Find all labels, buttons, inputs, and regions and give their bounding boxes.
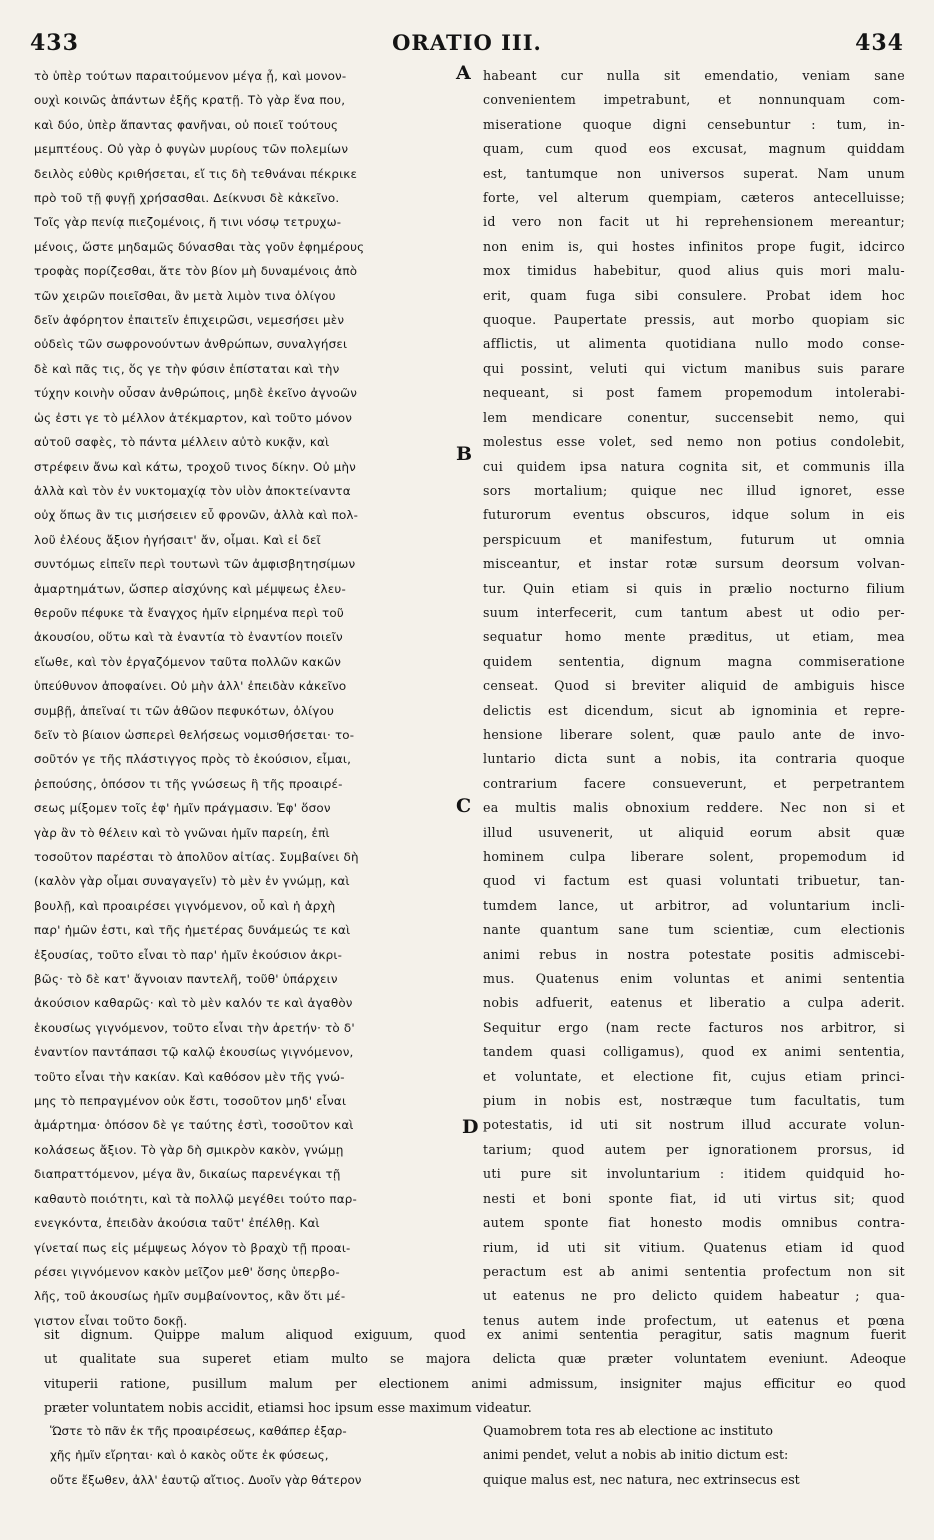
fullwidth-text-line: sit dignum. Quippe malum aliquod exiguum, quod ex animi sententia peragitur, satis magnum fuerit (44, 1327, 906, 1342)
greek-text-line: οὐδεὶς τῶν σωφρονούντων ἀνθρώπων, συναλγήσει (34, 337, 348, 352)
latin-text-line: quique malus est, nec natura, nec extrinsecus est (483, 1471, 800, 1487)
latin-text-line: pium in nobis est, nostræque tum facultatis, tum (483, 1093, 905, 1109)
latin-text-line: suum interfecerit, cum tantum abest ut odio per- (483, 604, 905, 620)
greek-text-line: συντόμως εἰπεῖν περὶ τουτωνὶ τῶν ἀμφισβητησίμων (34, 557, 356, 572)
greek-text-line: γὰρ ἂν τὸ θέλειν καὶ τὸ γνῶναι ἡμῖν παρείη, ἐπὶ (34, 825, 330, 840)
greek-text-column (34, 64, 452, 1333)
latin-text-line: tur. Quin etiam si quis in prælio nocturno filium (483, 580, 905, 596)
latin-text-line: Quamobrem tota res ab electione ac instituto (483, 1423, 773, 1438)
latin-text-line: quod vi factum est quasi voluntati tribuetur, tan- (483, 873, 905, 889)
latin-text-line: id vero non facit ut hi reprehensionem mereantur; (483, 214, 905, 230)
latin-text-column (483, 64, 905, 1333)
latin-text-line: potestatis, id uti sit nostrum illud accurate volun- (483, 1117, 905, 1133)
greek-text-line: ουχὶ κοινῶς ἁπάντων ἐξῆς κρατῇ. Τὸ γὰρ ἕνα που, (34, 93, 346, 108)
greek-text-line: ἁμαρτημάτων, ὥσπερ αἰσχύνης καὶ μέμψεως ἐλευ- (34, 581, 346, 596)
greek-text-line: ἐναντίον παντάπασι τῷ καλῷ ἑκουσίως γιγνόμενον, (34, 1045, 354, 1060)
latin-text-line: lem mendicare conentur, succensebit nemo, qui (483, 409, 905, 425)
margin-letter-a: A (456, 62, 471, 84)
latin-text-line: sors mortalium; quique nec illud ignoret, esse (483, 482, 905, 498)
greek-paragraph-bottom (50, 1419, 460, 1492)
latin-text-line: contrarium facere consueverunt, et perpetrantem (483, 775, 905, 791)
greek-text-line: αὐτοῦ σαφὲς, τὸ πάντα μέλλειν αὐτὸ κυκᾷν, καὶ (34, 435, 330, 450)
greek-text-line: τοῦτο εἶναι τὴν κακίαν. Καὶ καθόσον μὲν τῆς γνώ- (34, 1069, 345, 1084)
latin-text-line: est, tantumque non universos superat. Nam unum (483, 165, 905, 181)
latin-text-line: afflictis, ut alimenta quotidiana nullo modo conse- (483, 336, 905, 352)
latin-text-line: non enim is, qui hostes infinitos prope fugit, idcirco (483, 238, 905, 254)
latin-text-line: molestus esse volet, sed nemo non potius condolebit, (483, 434, 905, 450)
latin-text-line: tarium; quod autem per ignorationem prorsus, id (483, 1141, 905, 1157)
fullwidth-text-line: ut qualitate sua superet etiam multo se majora delicta quæ præter voluntatem eveniunt. Adeoque (44, 1351, 906, 1367)
greek-text-line: ἀκουσίου, οὕτω καὶ τὰ ἐναντία τὸ ἐναντίον ποιεῖν (34, 630, 343, 645)
latin-text-line: misceantur, et instar rotæ sursum deorsum volvan- (483, 556, 905, 572)
latin-text-line: ea multis malis obnoxium reddere. Nec non si et (483, 800, 905, 816)
latin-text-line: animi rebus in nostra potestate positis admiscebi- (483, 946, 905, 962)
latin-text-line: futurorum eventus obscuros, idque solum in eis (483, 507, 905, 523)
greek-text-line: καθαυτὸ ποιότητι, καὶ τὰ πολλῷ μεγέθει τούτο παρ- (34, 1191, 358, 1206)
greek-text-line: δὲ καὶ πᾶς τις, ὅς γε τὴν φύσιν ἐπίσταται καὶ τὴν (34, 361, 340, 376)
greek-text-line: παρ' ἡμῶν ἐστι, καὶ τῆς ἡμετέρας δυνάμεώς τε καὶ (34, 923, 351, 938)
greek-text-line: ενεγκόντα, ἐπειδὰν ἀκούσια ταῦτ' ἐπέλθῃ. Καὶ (34, 1216, 320, 1231)
latin-text-line: cui quidem ipsa natura cognita sit, et communis illa (483, 458, 905, 474)
greek-text-line: συμβῇ, ἀπεῖναί τι τῶν ἀθῶον πεφυκότων, ὀλίγου (34, 703, 335, 718)
greek-text-line: τοσοῦτον παρέσται τὸ ἀπολῦον αἰτίας. Συμβαίνει δὴ (34, 850, 359, 864)
fullwidth-latin-paragraph (44, 1323, 906, 1421)
latin-text-line: censeat. Quod si breviter aliquid de ambiguis hisce (483, 678, 905, 694)
greek-text-line: τὸ ὑπὲρ τούτων παραιτούμενον μέγα ᾖ, καὶ μονον- (34, 69, 347, 83)
greek-text-line: γίνεταί πως εἰς μέμψεως λόγον τὸ βραχὺ τῇ προαι- (34, 1240, 351, 1255)
latin-text-line: mox timidus habebitur, quod alius quis mori malu- (483, 263, 905, 279)
page-number-left: 433 (30, 30, 79, 56)
latin-text-line: luntario dicta sunt a nobis, ita contraria quoque (483, 751, 905, 767)
greek-text-line: χῆς ἡμῖν εἴρηται· καὶ ὁ κακὸς οὔτε ἐκ φύσεως, (50, 1448, 329, 1463)
greek-text-line: Τοῖς γὰρ πενίᾳ πιεζομένοις, ἤ τινι νόσῳ τετρυχω- (34, 215, 342, 230)
latin-text-line: nesti et boni sponte fiat, id uti virtus sit; quod (483, 1190, 905, 1206)
latin-text-line: quoque. Paupertate pressis, aut morbo quopiam sic (483, 312, 905, 328)
greek-text-line: ἐξουσίας, τοῦτο εἶναι τὸ παρ' ἡμῖν ἑκούσιον ἀκρι- (34, 947, 343, 962)
page-number-right: 434 (855, 30, 904, 56)
margin-letter-d: D (462, 1116, 479, 1138)
latin-text-line: rium, id uti sit vitium. Quatenus etiam id quod (483, 1239, 905, 1255)
latin-text-line: erit, quam fuga sibi consulere. Probat idem hoc (483, 287, 905, 303)
greek-text-line: βῶς· τὸ δὲ κατ' ἄγνοιαν παντελῆ, τοῦθ' ὑπάρχειν (34, 972, 338, 987)
latin-text-line: peractum est ab animi sententia profectum non sit (483, 1263, 905, 1279)
latin-text-line: forte, vel alterum quempiam, cæteros antecelluisse; (483, 190, 905, 206)
greek-text-line: ἁμάρτημα· ὁπόσον δὲ γε ταύτης ἐστὶ, τοσοῦτον καὶ (34, 1118, 354, 1133)
latin-text-line: illud usuvenerit, ut aliquid eorum absit quæ (483, 824, 905, 840)
running-title: ORATIO III. (392, 30, 542, 55)
greek-text-line: δειλὸς εὐθὺς κριθήσεται, εἴ τις δὴ τεθνάναι πέκρικε (34, 166, 358, 181)
latin-text-line: hensione liberare solent, quæ paulo ante de invo- (483, 726, 905, 742)
latin-text-line: tumdem lance, ut arbitror, ad voluntarium incli- (483, 897, 905, 913)
greek-text-line: πρὸ τοῦ τῇ φυγῇ χρήσασθαι. Δείκνυσι δὲ κἀκεῖνο. (34, 191, 340, 206)
greek-text-line: ρέσει γιγνόμενον κακὸν μεῖζον μεθ' ὅσης ὑπερβο- (34, 1264, 340, 1279)
greek-text-line: διαπραττόμενον, μέγα ἂν, δικαίως παρενέγκαι τῇ (34, 1167, 341, 1182)
latin-text-line: nobis adfuerit, eatenus et liberatio a culpa aderit. (483, 995, 905, 1011)
latin-text-line: miseratione quoque digni censebuntur : tum, in- (483, 116, 905, 132)
greek-text-line: δεῖν ἀφόρητον ἐπαιτεῖν ἐπιχειρῶσι, νεμεσήσει μὲν (34, 313, 345, 328)
latin-text-line: habeant cur nulla sit emendatio, veniam sane (483, 68, 905, 83)
greek-text-line: ἑκουσίως γιγνόμενον, τοῦτο εἶναι τὴν ἀρετήν· τὸ δ' (34, 1020, 355, 1035)
latin-text-line: convenientem impetrabunt, et nonnunquam com- (483, 92, 905, 108)
greek-text-line: σοῦτόν γε τῆς πλάστιγγος πρὸς τὸ ἑκούσιον, εἶμαι, (34, 752, 352, 767)
greek-text-line: τῶν χειρῶν ποιεῖσθαι, ἂν μετὰ λιμὸν τινα ὀλίγου (34, 288, 336, 303)
greek-text-line: οὔτε ἔξωθεν, ἀλλ' ἑαυτῷ αἴτιος. Δυοῖν γὰρ θάτερον (50, 1472, 362, 1487)
latin-text-line: ut eatenus ne pro delicto quidem habeatur ; qua- (483, 1288, 905, 1304)
greek-text-line: τύχην κοινὴν οὖσαν ἀνθρώποις, μηδὲ ἐκεῖνο ἀγνοῶν (34, 386, 358, 401)
greek-text-line: μης τὸ πεπραγμένον οὐκ ἔστι, τοσοῦτον μηδ' εἶναι (34, 1094, 347, 1109)
greek-text-line: ῥεπούσης, ὁπόσον τι τῆς γνώσεως ἢ τῆς προαιρέ- (34, 776, 343, 791)
latin-text-line: tandem quasi colligamus), quod ex animi sententia, (483, 1044, 905, 1060)
latin-text-line: autem sponte fiat honesto modis omnibus contra- (483, 1215, 905, 1231)
greek-text-line: μένοις, ὥστε μηδαμῶς δύνασθαι τὰς γοῦν ἐφημέρους (34, 239, 365, 254)
greek-text-line: ὡς ἐστι γε τὸ μέλλον ἀτέκμαρτον, καὶ τοῦτο μόνον (34, 410, 353, 425)
greek-text-line: σεως μίξομεν τοῖς ἐφ' ἡμῖν πράγμασιν. Ἐφ' ὅσον (34, 801, 331, 816)
latin-text-line: nequeant, si post famem propemodum intolerabi- (483, 385, 905, 401)
fullwidth-text-line: vituperii ratione, pusillum malum per electionem animi admissum, insigniter majus efficitur eo quod (44, 1375, 906, 1391)
greek-text-line: μεμπτέους. Οὐ γὰρ ὁ φυγὼν μυρίους τῶν πολεμίων (34, 142, 349, 157)
latin-text-line: animi pendet, velut a nobis ab initio dictum est: (483, 1447, 789, 1463)
latin-text-line: mus. Quatenus enim voluntas et animi sententia (483, 971, 905, 987)
greek-text-line: εἴωθε, καὶ τὸν ἐργαζόμενον ταῦτα πολλῶν κακῶν (34, 654, 342, 669)
latin-text-line: delictis est dicendum, sicut ab ignominia et repre- (483, 702, 905, 718)
greek-text-line: Ὥστε τὸ πᾶν ἐκ τῆς προαιρέσεως, καθάπερ ἐξαρ- (50, 1424, 347, 1438)
greek-text-line: δεῖν τὸ βίαιον ὡσπερεὶ θελήσεως νομισθήσεται· το- (34, 727, 355, 742)
latin-text-line: quidem sententia, dignum magna commiseratione (483, 653, 905, 669)
latin-text-line: sequatur homo mente præditus, ut etiam, mea (483, 629, 905, 645)
fullwidth-text-line: præter voluntatem nobis accidit, etiamsi hoc ipsum esse maximum videatur. (44, 1400, 532, 1416)
margin-letter-c: C (456, 795, 472, 817)
greek-text-line: κολάσεως ἄξιον. Τὸ γὰρ δὴ σμικρὸν κακὸν, γνώμῃ (34, 1142, 344, 1157)
greek-text-line: ἀλλὰ καὶ τὸν ἐν νυκτομαχίᾳ τὸν υἱὸν ἀποκτείναντα (34, 483, 351, 498)
greek-text-line: ἀκούσιον καθαρῶς· καὶ τὸ μὲν καλόν τε καὶ ἀγαθὸν (34, 996, 353, 1011)
latin-text-line: nante quantum sane tum scientiæ, cum electionis (483, 922, 905, 938)
greek-text-line: (καλὸν γὰρ οἶμαι συναγαγεῖν) τὸ μὲν ἐν γνώμῃ, καὶ (34, 874, 350, 889)
greek-text-line: βουλῇ, καὶ προαιρέσει γιγνόμενον, οὗ καὶ ἡ ἀρχὴ (34, 898, 336, 913)
latin-text-line: quam, cum quod eos excusat, magnum quiddam (483, 141, 905, 157)
latin-text-line: Sequitur ergo (nam recte facturos nos arbitror, si (483, 1019, 905, 1035)
latin-text-line: tenus autem inde profectum, ut eatenus et pœna (483, 1312, 905, 1328)
greek-text-line: θεροῦν πέφυκε τὰ ἔναγχος ἡμῖν εἰρημένα περὶ τοῦ (34, 605, 344, 620)
greek-text-line: λοῦ ἐλέους ἄξιον ἡγήσαιτ' ἄν, οἶμαι. Καὶ εἰ δεῖ (34, 532, 321, 547)
greek-text-line: λῆς, τοῦ ἀκουσίως ἡμῖν συμβαίνοντος, κἂν ὅτι μέ- (34, 1289, 346, 1304)
greek-text-line: καὶ δύο, ὑπὲρ ἅπαντας φανῆναι, οὐ ποιεῖ τούτους (34, 117, 339, 132)
latin-text-line: et voluntate, et electione fit, cujus etiam princi- (483, 1068, 905, 1084)
margin-letter-b: B (456, 443, 473, 465)
greek-text-line: γιστον εἶναι τοῦτο δοκῇ. (34, 1313, 188, 1328)
greek-text-line: τροφὰς πορίζεσθαι, ἅτε τὸν βίον μὴ δυναμένοις ἀπὸ (34, 264, 358, 279)
greek-text-line: στρέφειν ἄνω καὶ κάτω, τροχοῦ τινος δίκην. Οὐ μὴν (34, 459, 357, 474)
greek-text-line: οὐχ ὅπως ἂν τις μισήσειεν εὖ φρονῶν, ἀλλὰ καὶ πολ- (34, 508, 359, 523)
latin-text-line: hominem culpa liberare solent, propemodum id (483, 849, 905, 864)
latin-paragraph-bottom (483, 1419, 905, 1492)
greek-text-line: ὑπεύθυνον ἀποφαίνει. Οὐ μὴν ἀλλ' ἐπειδὰν κἀκεῖνο (34, 679, 347, 694)
latin-text-line: perspicuum et manifestum, futurum ut omnia (483, 531, 905, 547)
latin-text-line: uti pure sit involuntarium : itidem quidquid ho- (483, 1166, 905, 1182)
page-header (30, 30, 904, 66)
latin-text-line: qui possint, veluti qui victum manibus suis parare (483, 360, 905, 376)
